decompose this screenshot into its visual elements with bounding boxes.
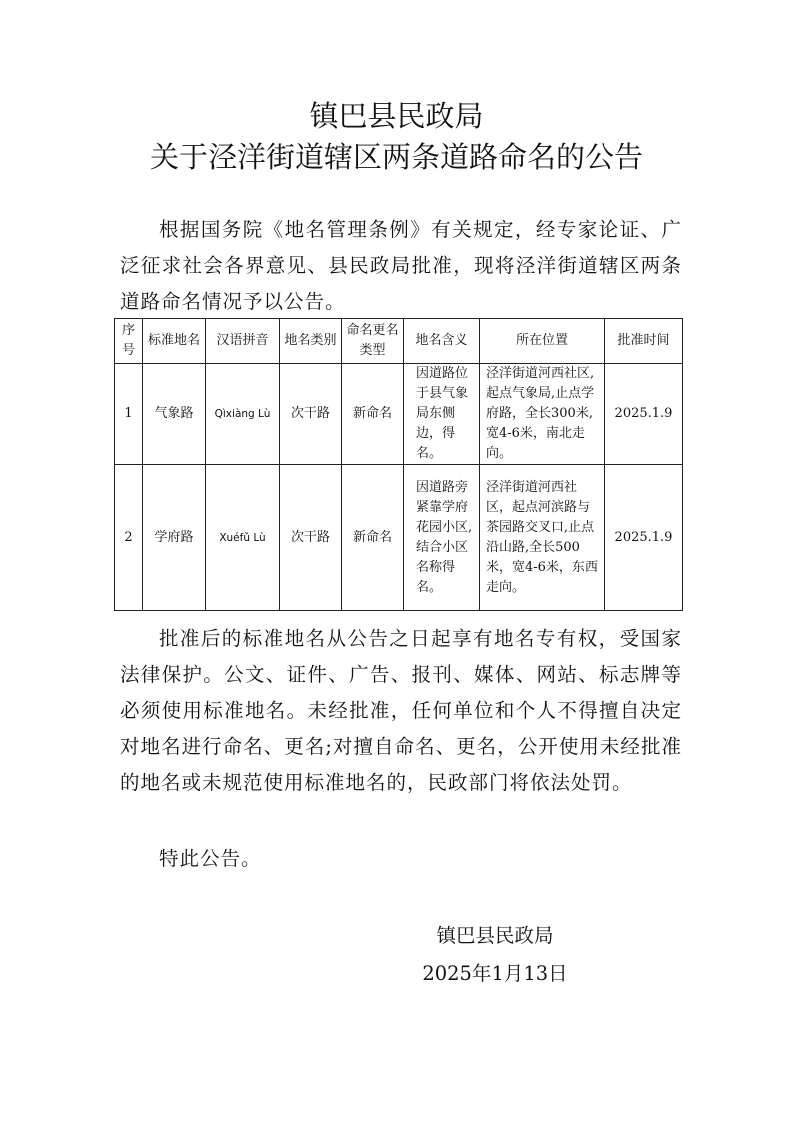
cell-no: 2	[115, 465, 143, 611]
cell-pinyin: Xuéfǔ Lù	[206, 465, 280, 611]
cell-approval-date: 2025.1.9	[605, 465, 683, 611]
cell-naming-type: 新命名	[342, 364, 404, 465]
cell-category: 次干路	[280, 465, 342, 611]
header-pinyin: 汉语拼音	[206, 319, 280, 364]
cell-location: 泾洋街道河西社区,起点气象局,止点学府路，全长300米,宽4-6米，南北走向。	[480, 364, 605, 465]
title-issuer: 镇巴县民政局	[309, 99, 484, 133]
cell-category: 次干路	[280, 364, 342, 465]
cell-standard-name: 学府路	[143, 465, 206, 611]
table-header-row	[115, 319, 683, 364]
closing-line: 特此公告。	[159, 847, 262, 870]
table-row	[115, 465, 683, 611]
cell-pinyin: Qìxiàng Lù	[206, 364, 280, 465]
announcement-title	[0, 96, 793, 178]
signature-organization: 镇巴县民政局	[436, 924, 554, 947]
intro-paragraph: 根据国务院《地名管理条例》有关规定，经专家论证、广泛征求社会各界意见、县民政局批准，现将泾洋街道辖区两条道路命名情况予以公告。	[120, 218, 682, 313]
cell-meaning: 因道路旁紧靠学府花园小区,结合小区名称得名。	[404, 465, 480, 611]
cell-meaning: 因道路位于县气象局东侧边，得名。	[404, 364, 480, 465]
cell-standard-name: 气象路	[143, 364, 206, 465]
road-naming-table	[114, 318, 683, 611]
title-subject: 关于泾洋街道辖区两条道路命名的公告	[149, 140, 643, 174]
legal-protection-paragraph: 批准后的标准地名从公告之日起享有地名专有权，受国家法律保护。公文、证件、广告、报刊、媒体、网站、标志牌等必须使用标准地名。未经批准，任何单位和个人不得擅自决定对地名进行命名、更名;对擅自命名、更名，公开使用未经批准的地名或未规范使用标准地名的，民政部门将依法处罚。	[120, 627, 682, 794]
signature-date: 2025年1月13日	[422, 962, 568, 985]
header-standard-name: 标准地名	[143, 319, 206, 364]
table-row	[115, 364, 683, 465]
header-no: 序号	[115, 319, 143, 364]
cell-no: 1	[115, 364, 143, 465]
header-location: 所在位置	[480, 319, 605, 364]
header-meaning: 地名含义	[404, 319, 480, 364]
cell-naming-type: 新命名	[342, 465, 404, 611]
cell-approval-date: 2025.1.9	[605, 364, 683, 465]
cell-location: 泾洋街道河西社区，起点河滨路与茶园路交叉口,止点沿山路,全长500米，宽4-6米，东西走向。	[480, 465, 605, 611]
header-naming-type: 命名更名类型	[342, 319, 404, 364]
header-category: 地名类别	[280, 319, 342, 364]
header-approval-date: 批准时间	[605, 319, 683, 364]
